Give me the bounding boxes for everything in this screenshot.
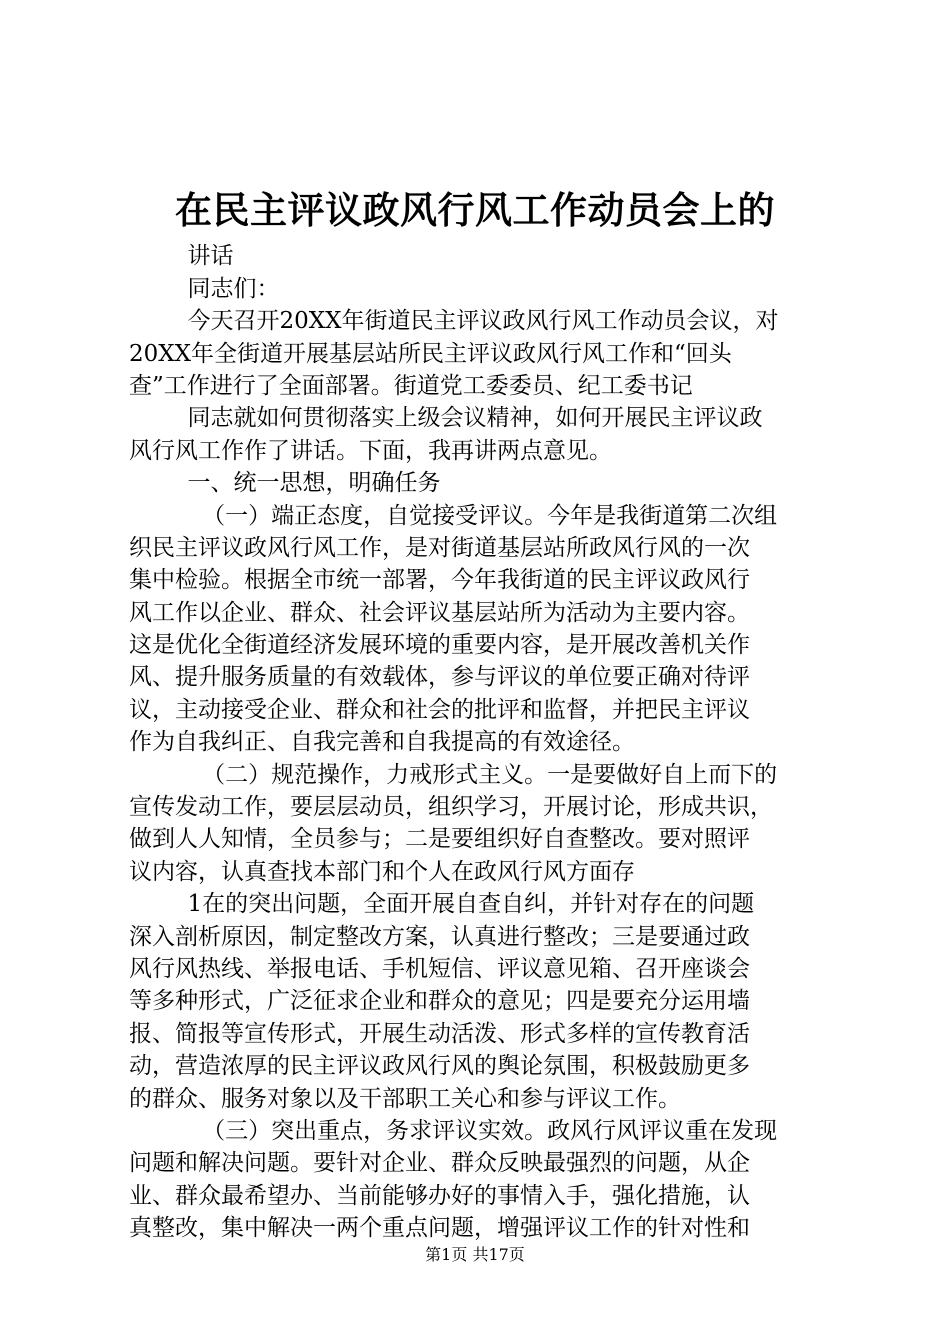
- body-line: 织民主评议政风行风工作，是对街道基层站所政风行风的一次: [129, 534, 750, 561]
- body-line: 议内容，认真查找本部门和个人在政风行风方面存: [129, 858, 635, 885]
- body-line: （一）端正态度，自觉接受评议。今年是我街道第二次组: [129, 502, 778, 529]
- body-line: 做到人人知情，全员参与；二是要组织好自查整改。要对照评: [129, 826, 750, 853]
- body-line: （二）规范操作，力戒形式主义。一是要做好自上而下的: [129, 761, 778, 788]
- body-line: 风工作以企业、群众、社会评议基层站所为活动为主要内容。: [129, 599, 750, 626]
- body-line: 报、简报等宣传形式，开展生动活泼、形式多样的宣传教育活: [129, 1020, 750, 1047]
- body-line: 集中检验。根据全市统一部署，今年我街道的民主评议政风行: [129, 567, 750, 594]
- body-line: 业、群众最希望办、当前能够办好的事情入手，强化措施，认: [129, 1182, 750, 1209]
- page-footer: 第1页 共17页: [425, 1245, 525, 1264]
- body-line: 问题和解决问题。要针对企业、群众反映最强烈的问题，从企: [129, 1150, 750, 1177]
- document-body: [129, 208, 829, 1245]
- body-line: 深入剖析原因，制定整改方案，认真进行整改；三是要通过政: [129, 923, 750, 950]
- body-line: 同志们：: [129, 275, 280, 302]
- body-line: 讲话: [129, 243, 234, 270]
- body-line: 20XX年全街道开展基层站所民主评议政风行风工作和“回头: [129, 340, 732, 367]
- body-line: 作为自我纠正、自我完善和自我提高的有效途径。: [129, 729, 635, 756]
- body-line: 等多种形式，广泛征求企业和群众的意见；四是要充分运用墙: [129, 988, 750, 1015]
- body-line: 同志就如何贯彻落实上级会议精神，如何开展民主评议政: [129, 405, 763, 432]
- body-line: 风行风工作作了讲话。下面，我再讲两点意见。: [129, 437, 612, 464]
- body-line: 今天召开20XX年街道民主评议政风行风工作动员会议，对: [129, 308, 779, 335]
- document-title: 在民主评议政风行风工作动员会上的: [175, 188, 775, 232]
- body-line: 风行风热线、举报电话、手机短信、评议意见箱、召开座谈会: [129, 955, 750, 982]
- body-line: [129, 208, 829, 240]
- body-line: 动，营造浓厚的民主评议政风行风的舆论氛围，积极鼓励更多: [129, 1053, 750, 1080]
- body-line: （三）突出重点，务求评议实效。政风行风评议重在发现: [129, 1117, 778, 1144]
- body-line: 1在的突出问题，全面开展自查自纠，并针对存在的问题: [129, 891, 755, 918]
- body-line: 风、提升服务质量的有效载体，参与评议的单位要正确对待评: [129, 664, 750, 691]
- body-line: 宣传发动工作，要层层动员，组织学习，开展讨论，形成共识，: [129, 794, 773, 821]
- body-line: 的群众、服务对象以及干部职工关心和参与评议工作。: [129, 1085, 681, 1112]
- body-line: 这是优化全街道经济发展环境的重要内容，是开展改善机关作: [129, 632, 750, 659]
- body-line: 真整改，集中解决一两个重点问题，增强评议工作的针对性和: [129, 1215, 750, 1242]
- body-line: 议，主动接受企业、群众和社会的批评和监督，并把民主评议: [129, 696, 750, 723]
- body-line: 查”工作进行了全面部署。街道党工委委员、纪工委书记: [129, 372, 693, 399]
- body-line: 一、统一思想，明确任务: [129, 470, 441, 497]
